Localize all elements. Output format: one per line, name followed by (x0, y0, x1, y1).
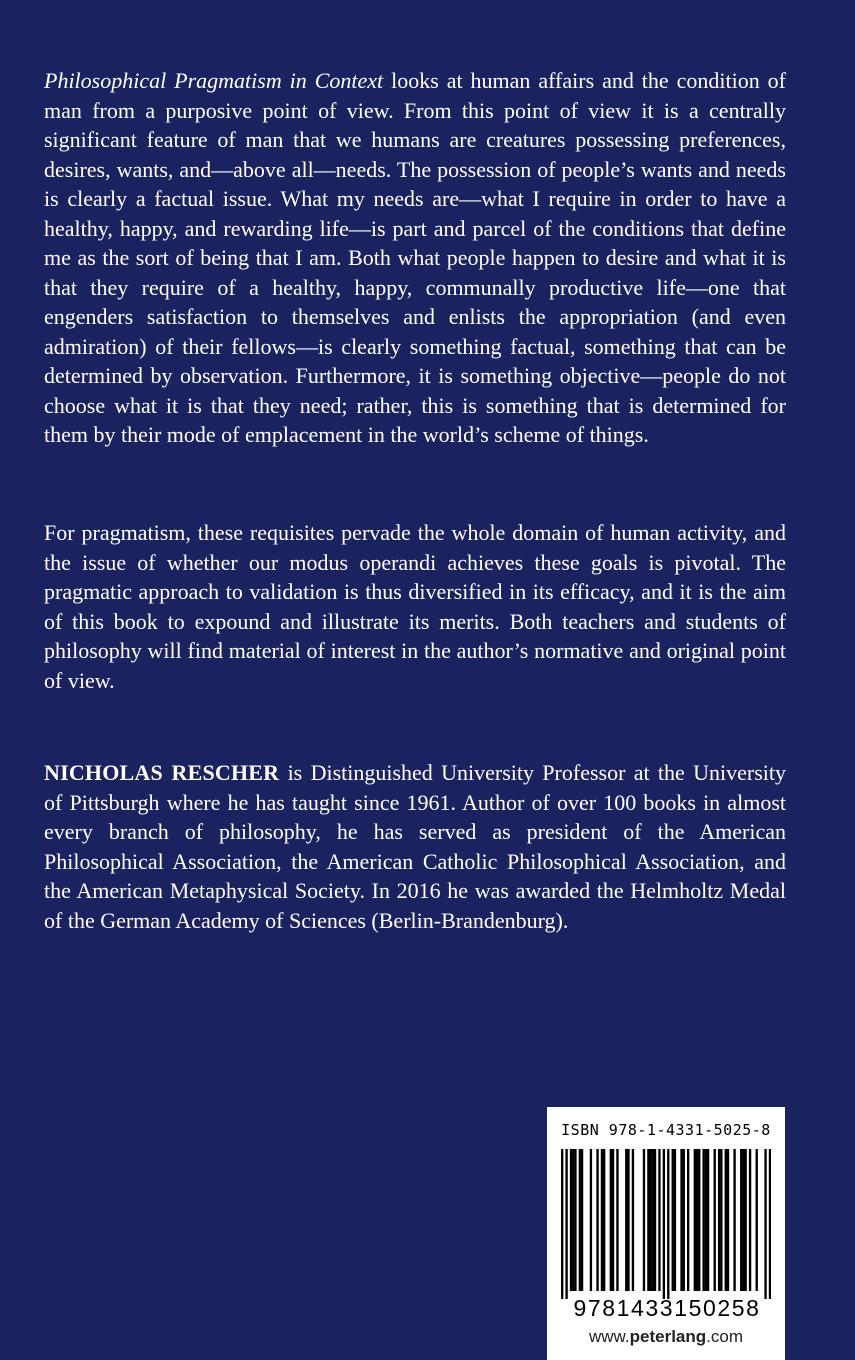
barcode-bar (616, 1149, 618, 1291)
barcode-bar (561, 1149, 563, 1299)
barcode-icon (561, 1149, 771, 1299)
barcode-bar (687, 1149, 689, 1291)
barcode-bar (764, 1149, 766, 1299)
barcode-bar (596, 1149, 598, 1291)
barcode-bar (658, 1149, 660, 1291)
barcode-bar (725, 1149, 727, 1291)
author-name: NICHOLAS RESCHER (44, 760, 280, 785)
barcode-bar (720, 1149, 722, 1291)
barcode-bar (632, 1149, 634, 1291)
barcode-bar (572, 1149, 574, 1291)
barcode-bar (625, 1149, 627, 1291)
description-paragraph-1 (44, 66, 786, 450)
isbn-label: ISBN 978-1-4331-5025-8 (561, 1121, 771, 1139)
barcode-bar (663, 1149, 665, 1299)
barcode-bar (672, 1149, 674, 1291)
barcode-bar (603, 1149, 605, 1291)
barcode-box (547, 1107, 785, 1360)
barcode-bar (698, 1149, 700, 1291)
barcode-bar (702, 1149, 704, 1291)
barcode-bar (674, 1149, 676, 1291)
barcode-bar (601, 1149, 603, 1291)
barcode-bar (749, 1149, 751, 1291)
publisher-url-prefix: www. (589, 1327, 630, 1346)
barcode-bar (652, 1149, 654, 1291)
barcode-bar (649, 1149, 651, 1291)
barcode-bar (570, 1149, 572, 1291)
barcode-digits: 9781433150258 (573, 1295, 761, 1321)
barcode-bar (740, 1149, 742, 1291)
barcode-bar (581, 1149, 583, 1291)
barcode-bar (610, 1149, 612, 1291)
barcode-bar (714, 1149, 716, 1291)
barcode-bar (680, 1149, 682, 1291)
description-paragraph-2: For pragmatism, these requisites pervade the whole domain of human activity, and the issue of whether our modus operandi achieves these goals is pivotal. The pragmatic approach to validation is thus diversified in its efficacy, and it is the aim of this book to expound and illustrate its merits. Both teachers and students of philosophy will find material of interest in the author’s normative and original point of view. (44, 520, 786, 693)
barcode-bar (707, 1149, 709, 1291)
barcode-bar (744, 1149, 746, 1291)
barcode-bar (683, 1149, 685, 1291)
barcode-bar (654, 1149, 656, 1291)
barcode-bar (696, 1149, 698, 1291)
barcode-bar (565, 1149, 567, 1299)
barcode-bar (590, 1149, 592, 1291)
barcode-bar (742, 1149, 744, 1291)
barcode-bar (769, 1149, 771, 1299)
barcode-bar (574, 1149, 576, 1291)
publisher-url-suffix: .com (706, 1327, 743, 1346)
barcode-bar (579, 1149, 581, 1291)
barcode-bar (627, 1149, 629, 1291)
barcode-bar (667, 1149, 669, 1299)
barcode-bar (756, 1149, 758, 1291)
author-bio (44, 758, 786, 935)
barcode-bar (612, 1149, 614, 1291)
barcode-bar (694, 1149, 696, 1291)
barcode-bar (718, 1149, 720, 1291)
author-bio-text: is Distinguished University Professor at the University of Pittsburgh where he has taught since 1961. Author of over 100 books in almost every branch of philosophy, he has served as president of the American Philosophical Association, the American Catholic Philosophical Association, and the American Metaphysical Society. In 2016 he was awarded the Helmholtz Medal of the German Academy of Sciences (Berlin-Brandenburg). (44, 760, 786, 933)
barcode-bar (727, 1149, 729, 1291)
barcode-bar (733, 1149, 735, 1291)
barcode-bar (643, 1149, 645, 1291)
barcode-bar (705, 1149, 707, 1291)
barcode-bar (647, 1149, 649, 1291)
publisher-url (547, 1327, 785, 1347)
publisher-url-name: peterlang (629, 1327, 707, 1346)
book-title: Philosophical Pragmatism in Context (44, 68, 384, 93)
description-paragraph-1-text: looks at human affairs and the condition of man from a purposive point of view. From this point of view it is a centrally significant feature of man that we humans are creatures possessing preferences, desires, wants, and—above all—needs. The possession of people’s wants and needs is clearly a factual issue. What my needs are—what I require in order to have a healthy, happy, and rewarding life—is part and parcel of the conditions that define me as the sort of being that I am. Both what people happen to desire and what it is that they require of a healthy, happy, communally productive life—one that engenders satisfaction to themselves and enlists the appropriation (and even admiration) of their fellows—is clearly something factual, something that can be determined by observation. Furthermore, it is something objective—people do not choose what it is that they need; rather, this is something that is determined for them by their mode of emplacement in the world’s scheme of things. (44, 68, 786, 447)
